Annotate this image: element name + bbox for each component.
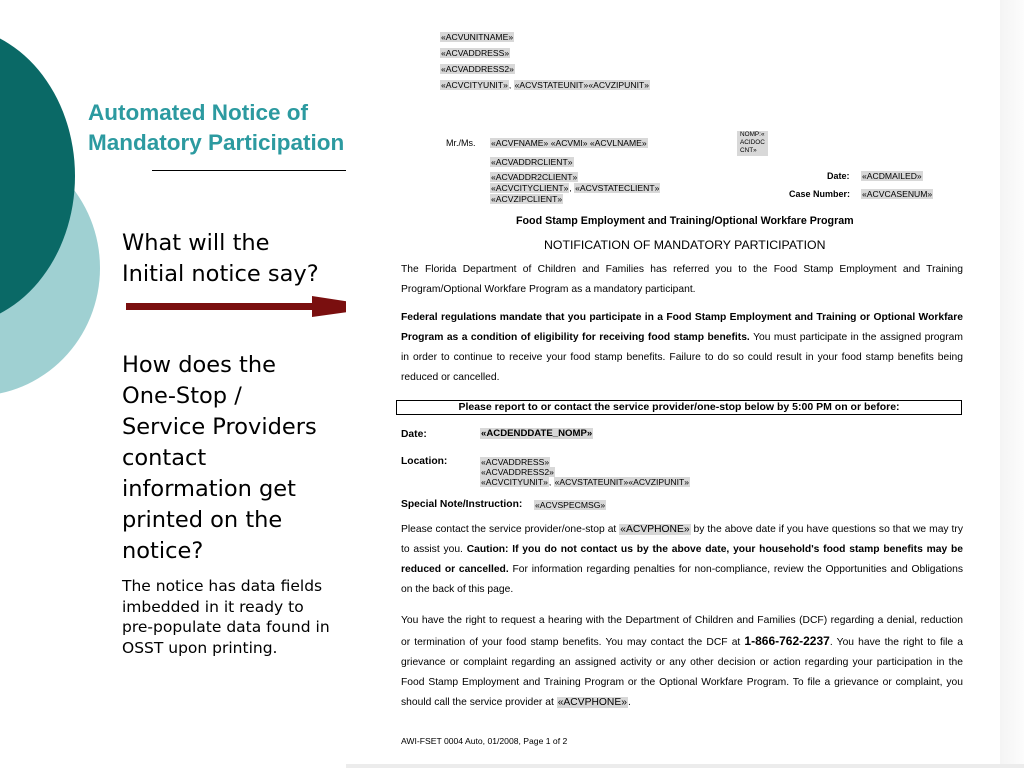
caution-bold-text: Caution: If you do not contact us by the above date, your household's food stamp benefits may be reduced or cancelled. xyxy=(401,544,963,575)
question-line: Service Providers xyxy=(122,414,317,440)
location-label: Location: xyxy=(401,456,448,467)
question-line: notice? xyxy=(122,538,204,564)
merge-field: «ACVCASENUM» xyxy=(862,189,933,199)
client-name-fields xyxy=(490,137,648,149)
form-footer: AWI-FSET 0004 Auto, 01/2008, Page 1 of 2 xyxy=(401,736,568,746)
separator-text: , xyxy=(548,477,554,487)
merge-field: «ACVCITYCLIENT» xyxy=(491,183,569,193)
contact-text: Please contact the service provider/one-stop at xyxy=(401,524,620,535)
rights-text: . xyxy=(627,697,631,708)
title-underline xyxy=(152,170,347,171)
report-date-field xyxy=(480,428,593,440)
question-initial-notice xyxy=(122,228,362,290)
client-city-block xyxy=(490,183,660,204)
question-contact-info xyxy=(122,350,362,567)
location-address-block xyxy=(480,457,690,487)
merge-field: «ACVSTATECLIENT» xyxy=(575,183,660,193)
date-field xyxy=(861,170,923,182)
contact-paragraph xyxy=(401,520,963,600)
phone-merge-field: «ACVPHONE» xyxy=(557,697,627,708)
dcf-phone-number: 1-866-762-2237 xyxy=(744,634,830,648)
report-date-label: Date: xyxy=(401,429,427,440)
merge-field: «ACVADDRESS» xyxy=(441,48,510,58)
client-address-block xyxy=(490,155,578,184)
intro-paragraph: The Florida Department of Children and Families has referred you to the Food Stamp Employment and Training Program/Optional Workfare Program as a mandatory participant. xyxy=(401,264,963,295)
merge-field: «ACVZIPCLIENT» xyxy=(491,193,563,204)
unit-address-block xyxy=(440,29,650,93)
date-label: Date: xyxy=(827,171,850,181)
merge-field: «ACVFNAME» «ACVMI» «ACVLNAME» xyxy=(491,138,647,148)
nomp-line: CNT» xyxy=(740,147,757,154)
question-line: printed on the xyxy=(122,507,283,533)
merge-field: «ACVCITYUNIT» xyxy=(441,80,508,90)
slide-title xyxy=(88,98,388,158)
nomp-field xyxy=(737,131,768,156)
question-line: Initial notice say? xyxy=(122,261,319,287)
salutation: Mr./Ms. xyxy=(446,138,476,148)
merge-field: «ACVUNITNAME» xyxy=(441,32,514,42)
nomp-line: ACIDOC xyxy=(740,139,765,146)
note-line: imbedded in it ready to xyxy=(122,597,304,616)
special-note-label: Special Note/Instruction: xyxy=(401,499,523,510)
notification-title: NOTIFICATION OF MANDATORY PARTICIPATION xyxy=(544,238,826,252)
merge-field: «ACVADDRESS» xyxy=(481,457,550,467)
merge-field: «ACVADDRCLIENT» xyxy=(491,157,573,167)
question-line: contact xyxy=(122,445,207,471)
rights-text: You have the right to request a hearing with the Department of Children and Families (DCF) regarding a denial, reduction or termination of your food stamp benefits. You may contact the DCF at xyxy=(401,615,963,648)
merge-field: «ACVSTATEUNIT»«ACVZIPUNIT» xyxy=(514,80,649,90)
note-line: pre-populate data found in xyxy=(122,618,330,636)
separator-text: , xyxy=(569,183,575,193)
merge-field: «ACVADDR2CLIENT» xyxy=(491,171,578,182)
contact-text: by the above date if you have questions so that we may try to assist you. xyxy=(401,524,963,555)
merge-field: «ACVSTATEUNIT»«ACVZIPUNIT» xyxy=(554,477,689,487)
question-line: information get xyxy=(122,476,296,502)
merge-field: «ACVSPECMSG» xyxy=(535,500,606,510)
case-number-field xyxy=(861,188,933,200)
contact-text: For information regarding penalties for non-compliance, review the Opportunities and Obligations on the back of this page. xyxy=(401,564,963,595)
merge-field: «ACVCITYUNIT» xyxy=(481,477,548,487)
note-line: The notice has data fields xyxy=(122,577,323,595)
slide-title-line: Mandatory Participation xyxy=(88,130,345,155)
mandate-text: You must participate in the assigned program in order to continue to receive your food stamp benefits. Failure to do so could result in your food stamp benefits being reduced or cancelled. xyxy=(401,332,963,383)
merge-field: «ACVADDRESS2» xyxy=(441,64,514,74)
merge-field: «ACVADDRESS2» xyxy=(481,467,554,477)
case-number-label: Case Number: xyxy=(789,189,851,199)
note-line: OSST upon printing. xyxy=(122,638,278,657)
question-line: How does the xyxy=(122,352,276,378)
slide-title-line: Automated Notice of xyxy=(88,100,309,125)
document-edge-shadow xyxy=(1000,0,1024,768)
mandate-paragraph xyxy=(401,308,963,388)
merge-field: «ACDENDDATE_NOMP» xyxy=(481,428,593,439)
explanatory-note xyxy=(122,576,362,658)
nomp-line: NOMP:« xyxy=(740,131,765,138)
program-title: Food Stamp Employment and Training/Optional Workfare Program xyxy=(516,215,854,227)
rights-paragraph xyxy=(401,611,963,713)
document-bottom-edge xyxy=(346,764,1024,768)
report-instruction-box: Please report to or contact the service provider/one-stop below by 5:00 PM on or before: xyxy=(396,400,962,415)
question-line: One-Stop / xyxy=(122,383,242,409)
separator-text: , xyxy=(508,80,514,90)
merge-field: «ACDMAILED» xyxy=(862,171,922,181)
phone-merge-field: «ACVPHONE» xyxy=(620,524,690,535)
question-line: What will the xyxy=(122,230,270,256)
rights-text: . You have the right to file a grievance or complaint regarding an assigned activity or any other decision or action regarding your participation in the Food Stamp Employment and Training Program or the Optional Workfare Program. To file a grievance or complaint, you should call the service provider at xyxy=(401,637,963,708)
special-note-field xyxy=(534,499,606,511)
mandate-bold-text: Federal regulations mandate that you participate in a Food Stamp Employment and Training or Optional Workfare Program as a condition of eligibility for receiving food stamp benefits. xyxy=(401,312,963,343)
